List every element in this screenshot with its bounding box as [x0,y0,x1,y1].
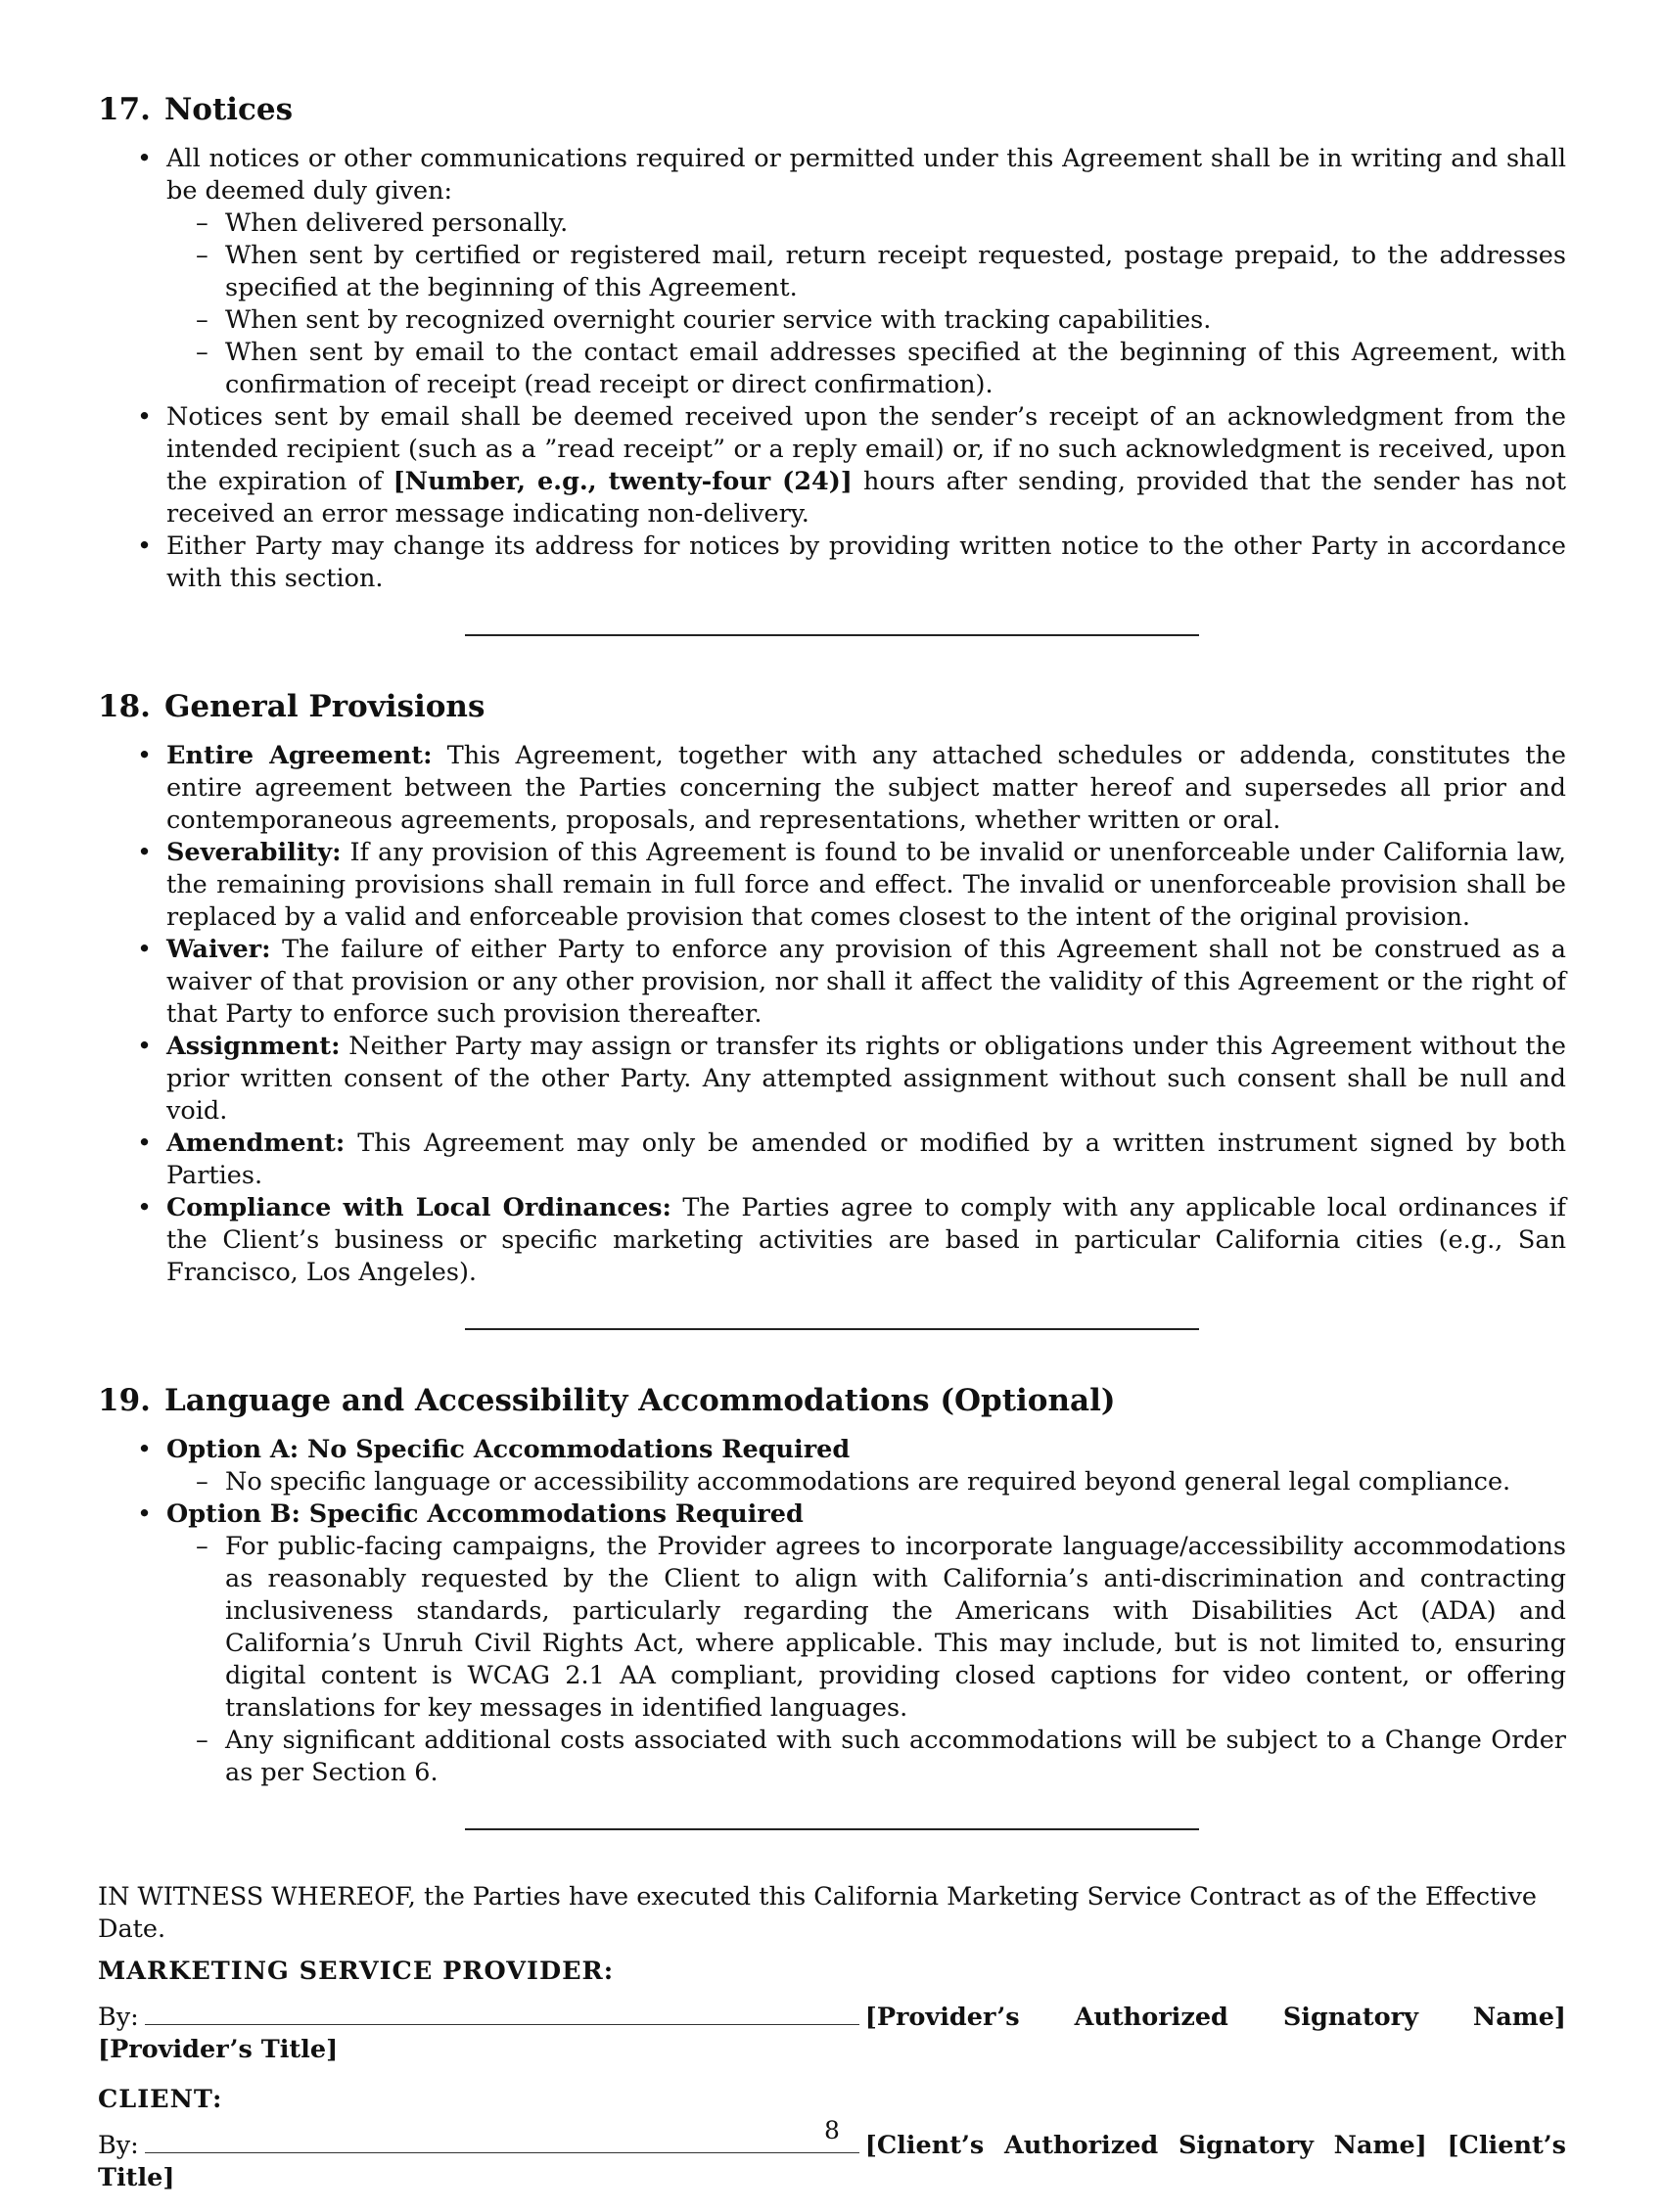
sub-list-item: – When sent by email to the contact email addresses specified at the beginning of this Agreement, with confirmation of receipt (read receipt or direct confirmation). [166,337,1566,401]
option-label: Option B: Specific Accommodations Required [166,1499,804,1529]
provision-label: Compliance with Local Ordinances: [166,1193,671,1222]
placeholder-field: [Number, e.g., twenty-four (24)] [393,467,853,496]
provision-label: Waiver: [166,935,271,964]
provision-text: This Agreement, together with any attached schedules or addenda, constitutes the entire agreement between the Parties concerning the subject matter hereof and supersedes all prior and contemporaneous agreements, proposals, and representations, whether written or oral. [166,741,1566,835]
client-signatory: [Client’s Authorized Signatory Name] [Client’s Title] [98,2131,1566,2192]
section-number: 18. [98,689,151,724]
section-divider [465,634,1199,636]
section-number: 17. [98,92,151,127]
provision-label: Entire Agreement: [166,741,433,770]
list-item: • Either Party may change its address for notices by providing written notice to the other Party in accordance with this section. [98,530,1566,595]
option-b-details [166,1531,1566,1789]
provision-text: This Agreement may only be amended or modified by a written instrument signed by both Parties. [166,1129,1566,1190]
provider-signatory: [Provider’s Authorized Signatory Name] [Provider’s Title] [98,2003,1566,2064]
list-item-text: hours after sending, provided that the sender has not received an error message indicating non-delivery. [166,467,1566,529]
page-number: 8 [824,2116,840,2144]
provider-signature-line[interactable] [145,2003,859,2025]
witness-statement: IN WITNESS WHEREOF, the Parties have executed this California Marketing Service Contract as of the Effective Date. [98,1882,1537,1944]
section-17-heading [98,90,1566,129]
list-item-text: Notices sent by email shall be deemed received upon the sender’s receipt of an acknowledgment from the intended recipient (such as a ”read receipt” or a reply email) or, if no such acknowledgment is received, upon the expiration of [166,402,1566,496]
list-item [98,143,1566,401]
general-provisions-list [98,740,1566,1289]
section-title: General Provisions [163,689,485,724]
provision-text: The Parties agree to comply with any applicable local ordinances if the Client’s business or specific marketing activities are based in particular California cities (e.g., San Francisco, Los Angeles). [166,1193,1566,1287]
option-label: Option A: No Specific Accommodations Required [166,1435,851,1464]
provider-signature-block [98,2002,1566,2066]
list-item [98,1192,1566,1289]
provision-text: Neither Party may assign or transfer its rights or obligations under this Agreement without the prior written consent of the other Party. Any attempted assignment without such consent shall be null and void. [166,1032,1566,1126]
sub-list-item: – Any significant additional costs associated with such accommodations will be subject to a Change Order as per Section 6. [166,1725,1566,1789]
provision-label: Severability: [166,838,342,867]
provision-text: If any provision of this Agreement is found to be invalid or unenforceable under California law, the remaining provisions shall remain in full force and effect. The invalid or unenforceable provision shall be replaced by a valid and enforceable provision that comes closest to the intent of the original provision. [166,838,1566,932]
client-heading: CLIENT: [98,2085,223,2114]
section-19-heading [98,1381,1566,1420]
document-page [98,90,1566,2212]
list-item [98,1128,1566,1192]
list-item [98,401,1566,530]
sub-list-item: – When sent by certified or registered mail, return receipt requested, postage prepaid, to the addresses specified at the beginning of this Agreement. [166,240,1566,304]
by-label: By: [98,2131,139,2160]
by-label: By: [98,2003,139,2032]
list-item-text: All notices or other communications required or permitted under this Agreement shall be in writing and shall be deemed duly given: [166,144,1566,206]
section-18-heading [98,687,1566,726]
provision-label: Amendment: [166,1129,346,1158]
delivery-methods-list [166,207,1566,401]
section-title: Language and Accessibility Accommodations (Optional) [163,1383,1116,1418]
section-divider [465,1828,1199,1830]
accommodations-options-list [98,1434,1566,1789]
list-item [98,1031,1566,1128]
provision-text: The failure of either Party to enforce any provision of this Agreement shall not be construed as a waiver of that provision or any other provision, nor shall it affect the validity of this Agreement or the right of that Party to enforce such provision thereafter. [166,935,1566,1029]
sub-list-item: – When sent by recognized overnight courier service with tracking capabilities. [166,304,1566,337]
section-number: 19. [98,1383,151,1418]
sub-list-item: – No specific language or accessibility accommodations are required beyond general legal compliance. [166,1466,1566,1498]
sub-list-item: – When delivered personally. [166,207,1566,240]
list-item [98,740,1566,837]
section-divider [465,1328,1199,1330]
list-item [98,837,1566,934]
list-item [98,1498,1566,1789]
option-a-details [166,1466,1566,1498]
list-item [98,1434,1566,1498]
provision-label: Assignment: [166,1032,341,1061]
notices-list [98,143,1566,595]
section-title: Notices [163,92,294,127]
sub-list-item: – For public-facing campaigns, the Provider agrees to incorporate language/accessibility accommodations as reasonably requested by the Client to align with California’s anti-discrimination and contracting inclusiveness standards, particularly regarding the Americans with Disabilities Act (ADA) and California’s Unruh Civil Rights Act, where applicable. This may include, but is not limited to, ensuring digital content is WCAG 2.1 AA compliant, providing closed captions for video content, or offering translations for key messages in identified languages. [166,1531,1566,1725]
list-item [98,934,1566,1031]
provider-heading: MARKETING SERVICE PROVIDER: [98,1957,615,1986]
